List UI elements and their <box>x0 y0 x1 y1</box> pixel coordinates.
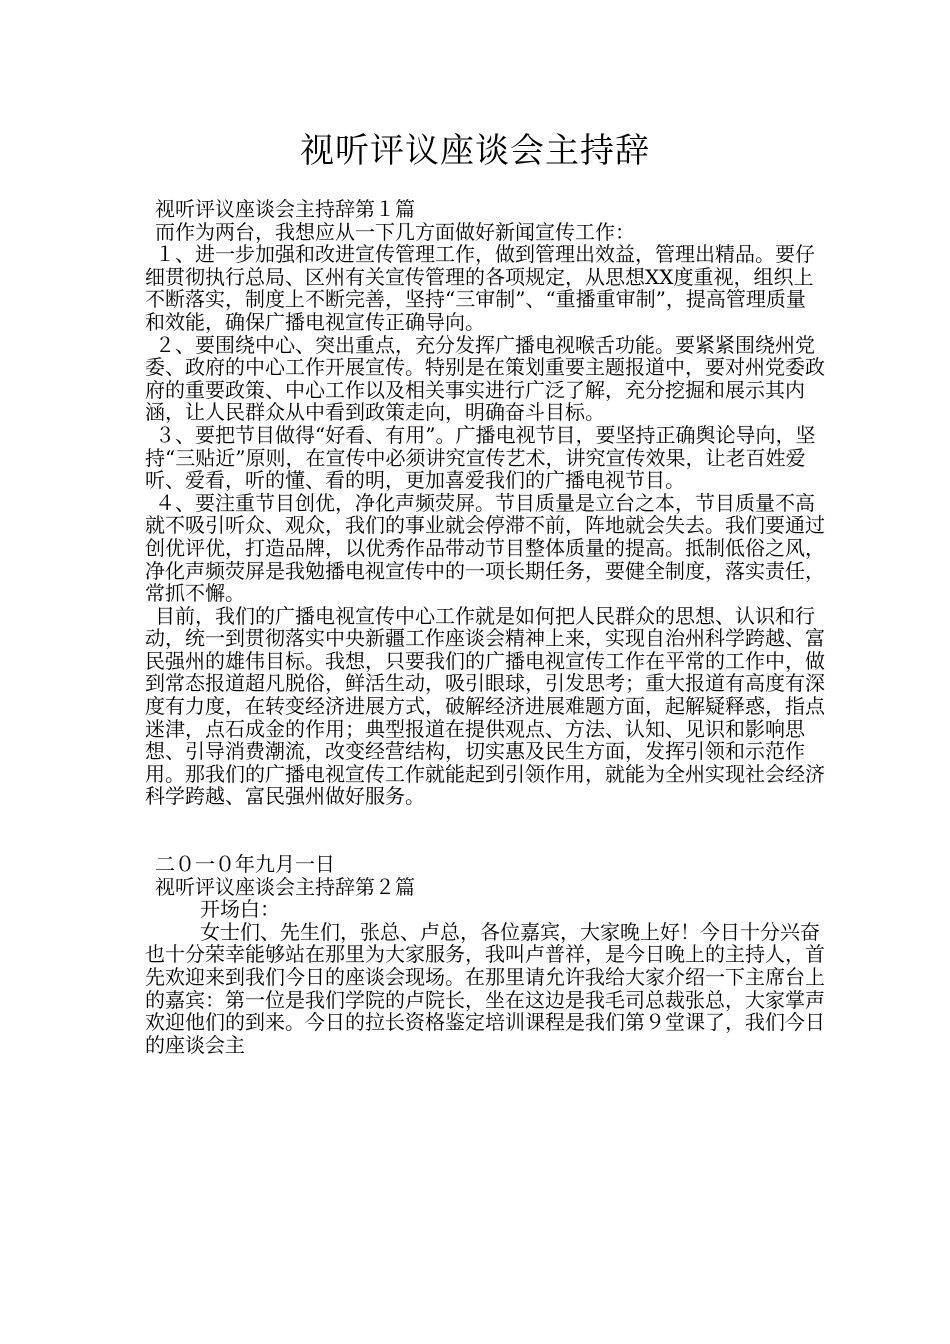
section1-item-4: ４、要注重节目创优，净化声频荧屏。节目质量是立台之本，节目质量不高就不吸引听众、观众，我们的事业就会停滞不前，阵地就会失去。我们要通过创优评优，打造品牌，以优秀作品带动节目整体质量的提高。抵制低俗之风，净化声频荧屏是我勉播电视宣传中的一项长期任务，要健全制度，落实责任，常抓不懈。 <box>145 490 825 606</box>
section2-label: 开场白： <box>200 897 280 922</box>
section1-closing: 目前，我们的广播电视宣传中心工作就是如何把人民群众的思想、认识和行动，统一到贯彻落实中央新疆工作座谈会精神上来，实现自治州科学跨越、富民强州的雄伟目标。我想，只要我们的广播电视宣传工作在平常的工作中，做到常态报道超凡脱俗，鲜活生动，吸引眼球，引发思考；重大报道有高度有深度有力度，在转变经济进展方式，破解经济进展难题方面，起解疑释惑，指点迷津，点石成金的作用；典型报道在提供观点、方法、认知、见识和影响思想、引导消费潮流，改变经营结构，切实惠及民生方面，发挥引领和示范作用。那我们的广播电视宣传工作就能起到引领作用，就能为全州实现社会经济科学跨越、富民强州做好服务。 <box>145 603 825 809</box>
blank-line <box>145 808 825 853</box>
section1-item-3: ３、要把节目做得“好看、有用”。广播电视节目，要坚持正确舆论导向，坚持“三贴近”原则，在宣传中必须讲究宣传艺术，讲究宣传效果，让老百姓爱听、爱看，听的懂、看的明，更加喜爱我们的广播电视节目。 <box>145 422 816 493</box>
section2-heading: 视听评议座谈会主持辞第２篇 <box>155 874 415 899</box>
section1-intro: 而作为两台，我想应从一下几方面做好新闻宣传工作： <box>155 219 635 244</box>
section1-heading: 视听评议座谈会主持辞第１篇 <box>155 197 415 221</box>
document-date: 二０一０年九月一日 <box>155 852 335 877</box>
section2-text: 女士们、先生们，张总、卢总，各位嘉宾，大家晚上好！今日十分兴奋也十分荣幸能够站在那里为大家服务，我叫卢普祥，是今日晚上的主持人，首先欢迎来到我们今日的座谈会现场。在那里请允许我给大家介绍一下主席台上的嘉宾：第一位是我们学院的卢院长，坐在这边是我毛司总裁张总，大家掌声欢迎他们的到来。今日的拉长资格鉴定培训课程是我们第９堂课了，我们今日的座谈会主 <box>145 919 825 1057</box>
document-title: 视听评议座谈会主持辞 <box>300 131 650 171</box>
document-body <box>145 198 825 1056</box>
section1-item-1: １、进一步加强和改进宣传管理工作，做到管理出效益，管理出精品。要仔细贯彻执行总局、区州有关宣传管理的各项规定，从思想XX度重视，组织上不断落实，制度上不断完善，坚持“三审制”、“重播重审制”，提高管理质量和效能，确保广播电视宣传正确导向。 <box>145 242 815 334</box>
section1-item-2: ２、要围绕中心、突出重点，充分发挥广播电视喉舌功能。要紧紧围绕州党委、政府的中心工作开展宣传。特别是在策划重要主题报道中，要对州党委政府的重要政策、中心工作以及相关事实进行广泛了解，充分挖掘和展示其内涵，让人民群众从中看到政策走向，明确奋斗目标。 <box>145 332 825 425</box>
